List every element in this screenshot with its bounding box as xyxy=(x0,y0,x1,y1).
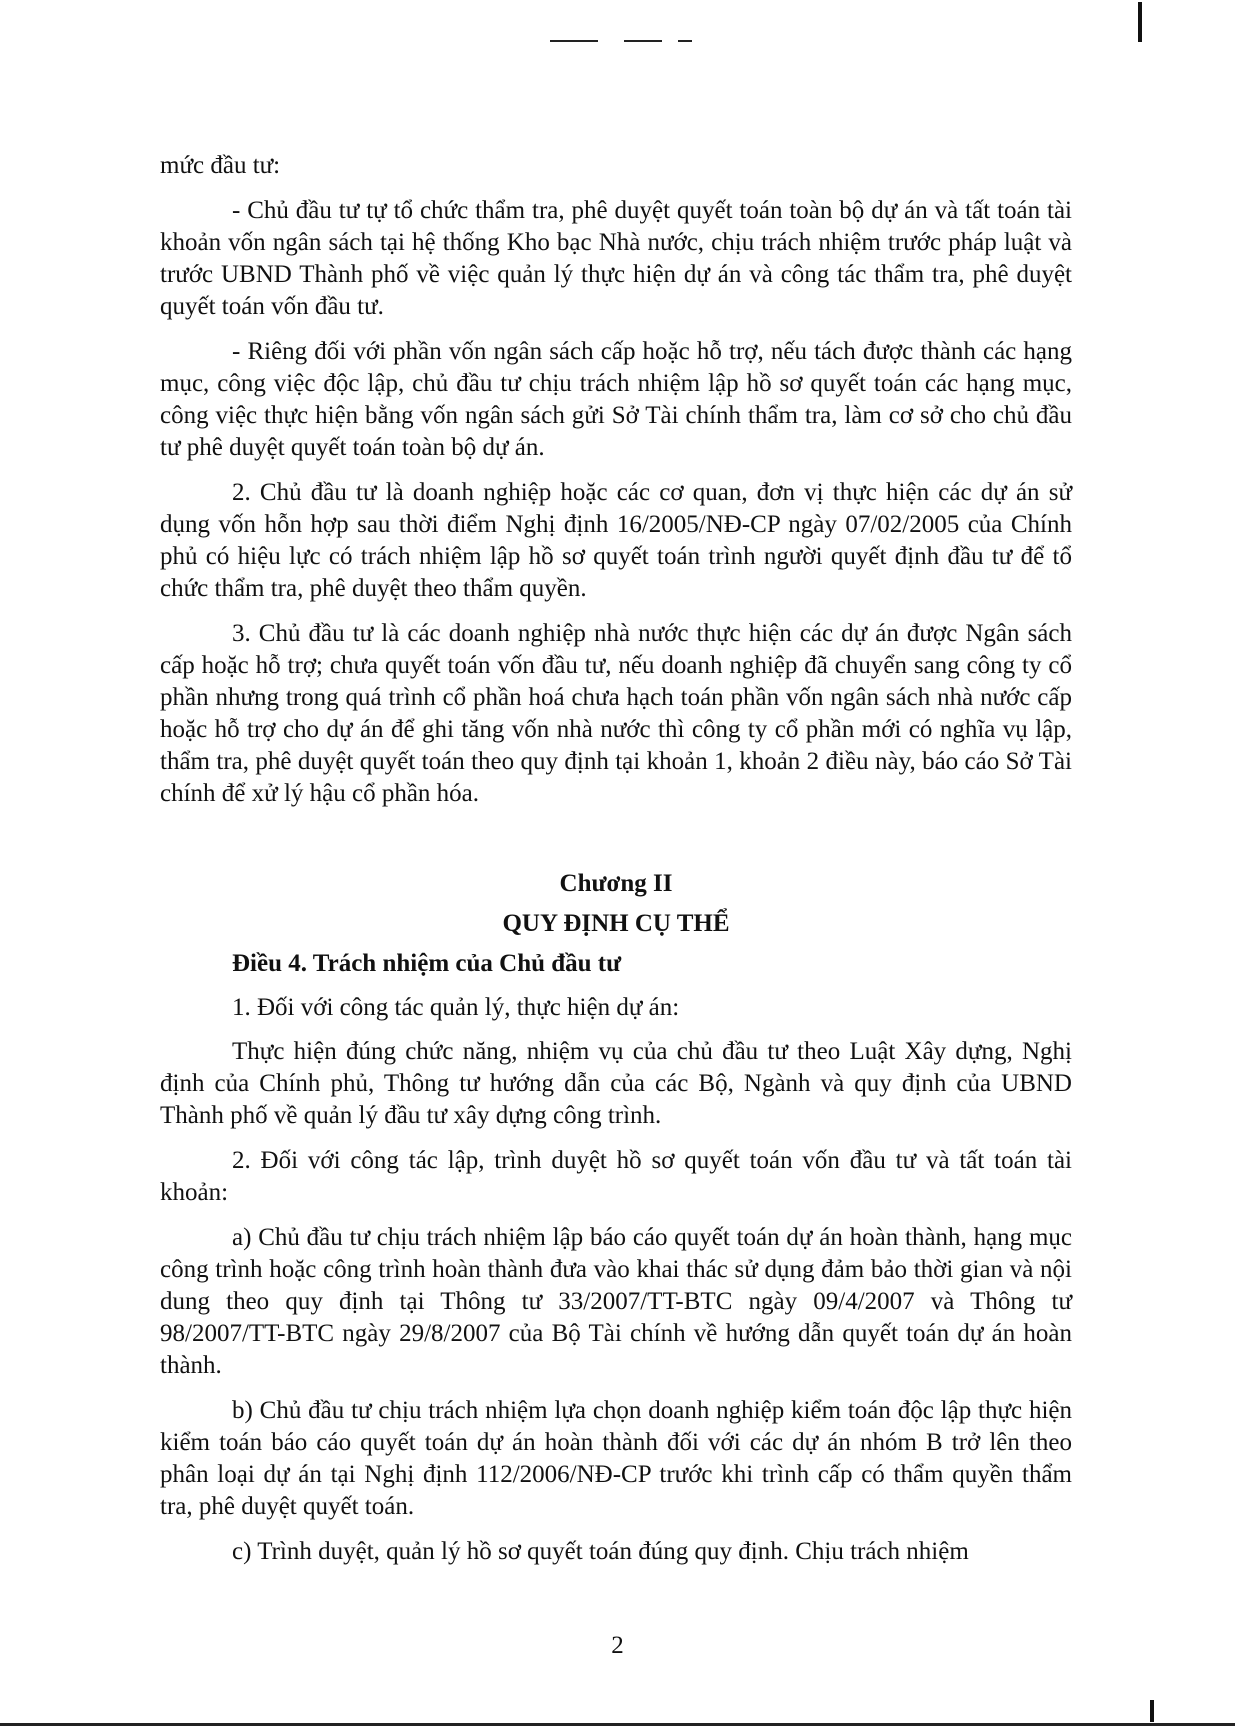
scan-dash-mark xyxy=(550,40,598,42)
paragraph: b) Chủ đầu tư chịu trách nhiệm lựa chọn doanh nghiệp kiểm toán độc lập thực hiện kiểm toán báo cáo quyết toán dự án hoàn thành đối với các dự án nhóm B trở lên theo phân loại dự án tại Nghị định 112/2006/NĐ-CP trước khi trình cấp có thẩm quyền thẩm tra, phê duyệt quyết toán. xyxy=(160,1397,1072,1520)
scan-edge-mark xyxy=(1138,2,1142,42)
document-body xyxy=(160,150,1072,1568)
chapter-label: Chương II xyxy=(559,870,673,897)
scan-edge-mark xyxy=(1150,1700,1154,1722)
paragraph-continuation: mức đầu tư: xyxy=(160,152,281,179)
paragraph: 3. Chủ đầu tư là các doanh nghiệp nhà nước thực hiện các dự án được Ngân sách cấp hoặc hỗ trợ; chưa quyết toán vốn đầu tư, nếu doanh nghiệp đã chuyển sang công ty cổ phần nhưng trong quá trình cổ phần hoá chưa hạch toán phần vốn ngân sách nhà nước cấp hoặc hỗ trợ cho dự án để ghi tăng vốn nhà nước thì công ty cổ phần mới có nghĩa vụ lập, thẩm tra, phê duyệt quyết toán theo quy định tại khoản 1, khoản 2 điều này, báo cáo Sở Tài chính để xử lý hậu cổ phần hóa. xyxy=(160,620,1072,807)
page-number: 2 xyxy=(611,1632,624,1659)
chapter-title: QUY ĐỊNH CỤ THỂ xyxy=(502,910,730,937)
paragraph: 2. Chủ đầu tư là doanh nghiệp hoặc các cơ quan, đơn vị thực hiện các dự án sử dụng vốn hỗn hợp sau thời điểm Nghị định 16/2005/NĐ-CP ngày 07/02/2005 của Chính phủ có hiệu lực có trách nhiệm lập hồ sơ quyết toán trình người quyết định đầu tư để tổ chức thẩm tra, phê duyệt theo thẩm quyền. xyxy=(160,479,1072,602)
article-title: Điều 4. Trách nhiệm của Chủ đầu tư xyxy=(232,950,622,977)
paragraph: Thực hiện đúng chức năng, nhiệm vụ của chủ đầu tư theo Luật Xây dựng, Nghị định của Chính phủ, Thông tư hướng dẫn của các Bộ, Ngành và quy định của UBND Thành phố về quản lý đầu tư xây dựng công trình. xyxy=(160,1038,1072,1129)
paragraph: a) Chủ đầu tư chịu trách nhiệm lập báo cáo quyết toán dự án hoàn thành, hạng mục công trình hoặc công trình hoàn thành đưa vào khai thác sử dụng đảm bảo thời gian và nội dung theo quy định tại Thông tư 33/2007/TT-BTC ngày 09/4/2007 và Thông tư 98/2007/TT-BTC ngày 29/8/2007 của Bộ Tài chính về hướng dẫn quyết toán dự án hoàn thành. xyxy=(160,1224,1072,1379)
scan-dash-mark xyxy=(624,40,662,42)
paragraph: - Chủ đầu tư tự tổ chức thẩm tra, phê duyệt quyết toán toàn bộ dự án và tất toán tài khoản vốn ngân sách tại hệ thống Kho bạc Nhà nước, chịu trách nhiệm trước pháp luật và trước UBND Thành phố về việc quản lý thực hiện dự án và công tác thẩm tra, phê duyệt quyết toán vốn đầu tư. xyxy=(160,197,1072,320)
scan-bottom-rule xyxy=(0,1723,1235,1726)
scan-dash-mark xyxy=(678,40,692,42)
paragraph: 2. Đối với công tác lập, trình duyệt hồ sơ quyết toán vốn đầu tư và tất toán tài khoản: xyxy=(160,1147,1072,1206)
paragraph: - Riêng đối với phần vốn ngân sách cấp hoặc hỗ trợ, nếu tách được thành các hạng mục, công việc độc lập, chủ đầu tư chịu trách nhiệm lập hồ sơ quyết toán các hạng mục, công việc thực hiện bằng vốn ngân sách gửi Sở Tài chính thẩm tra, làm cơ sở cho chủ đầu tư phê duyệt quyết toán toàn bộ dự án. xyxy=(160,338,1072,461)
paragraph: 1. Đối với công tác quản lý, thực hiện dự án: xyxy=(232,994,680,1021)
paragraph: c) Trình duyệt, quản lý hồ sơ quyết toán đúng quy định. Chịu trách nhiệm xyxy=(232,1538,969,1565)
